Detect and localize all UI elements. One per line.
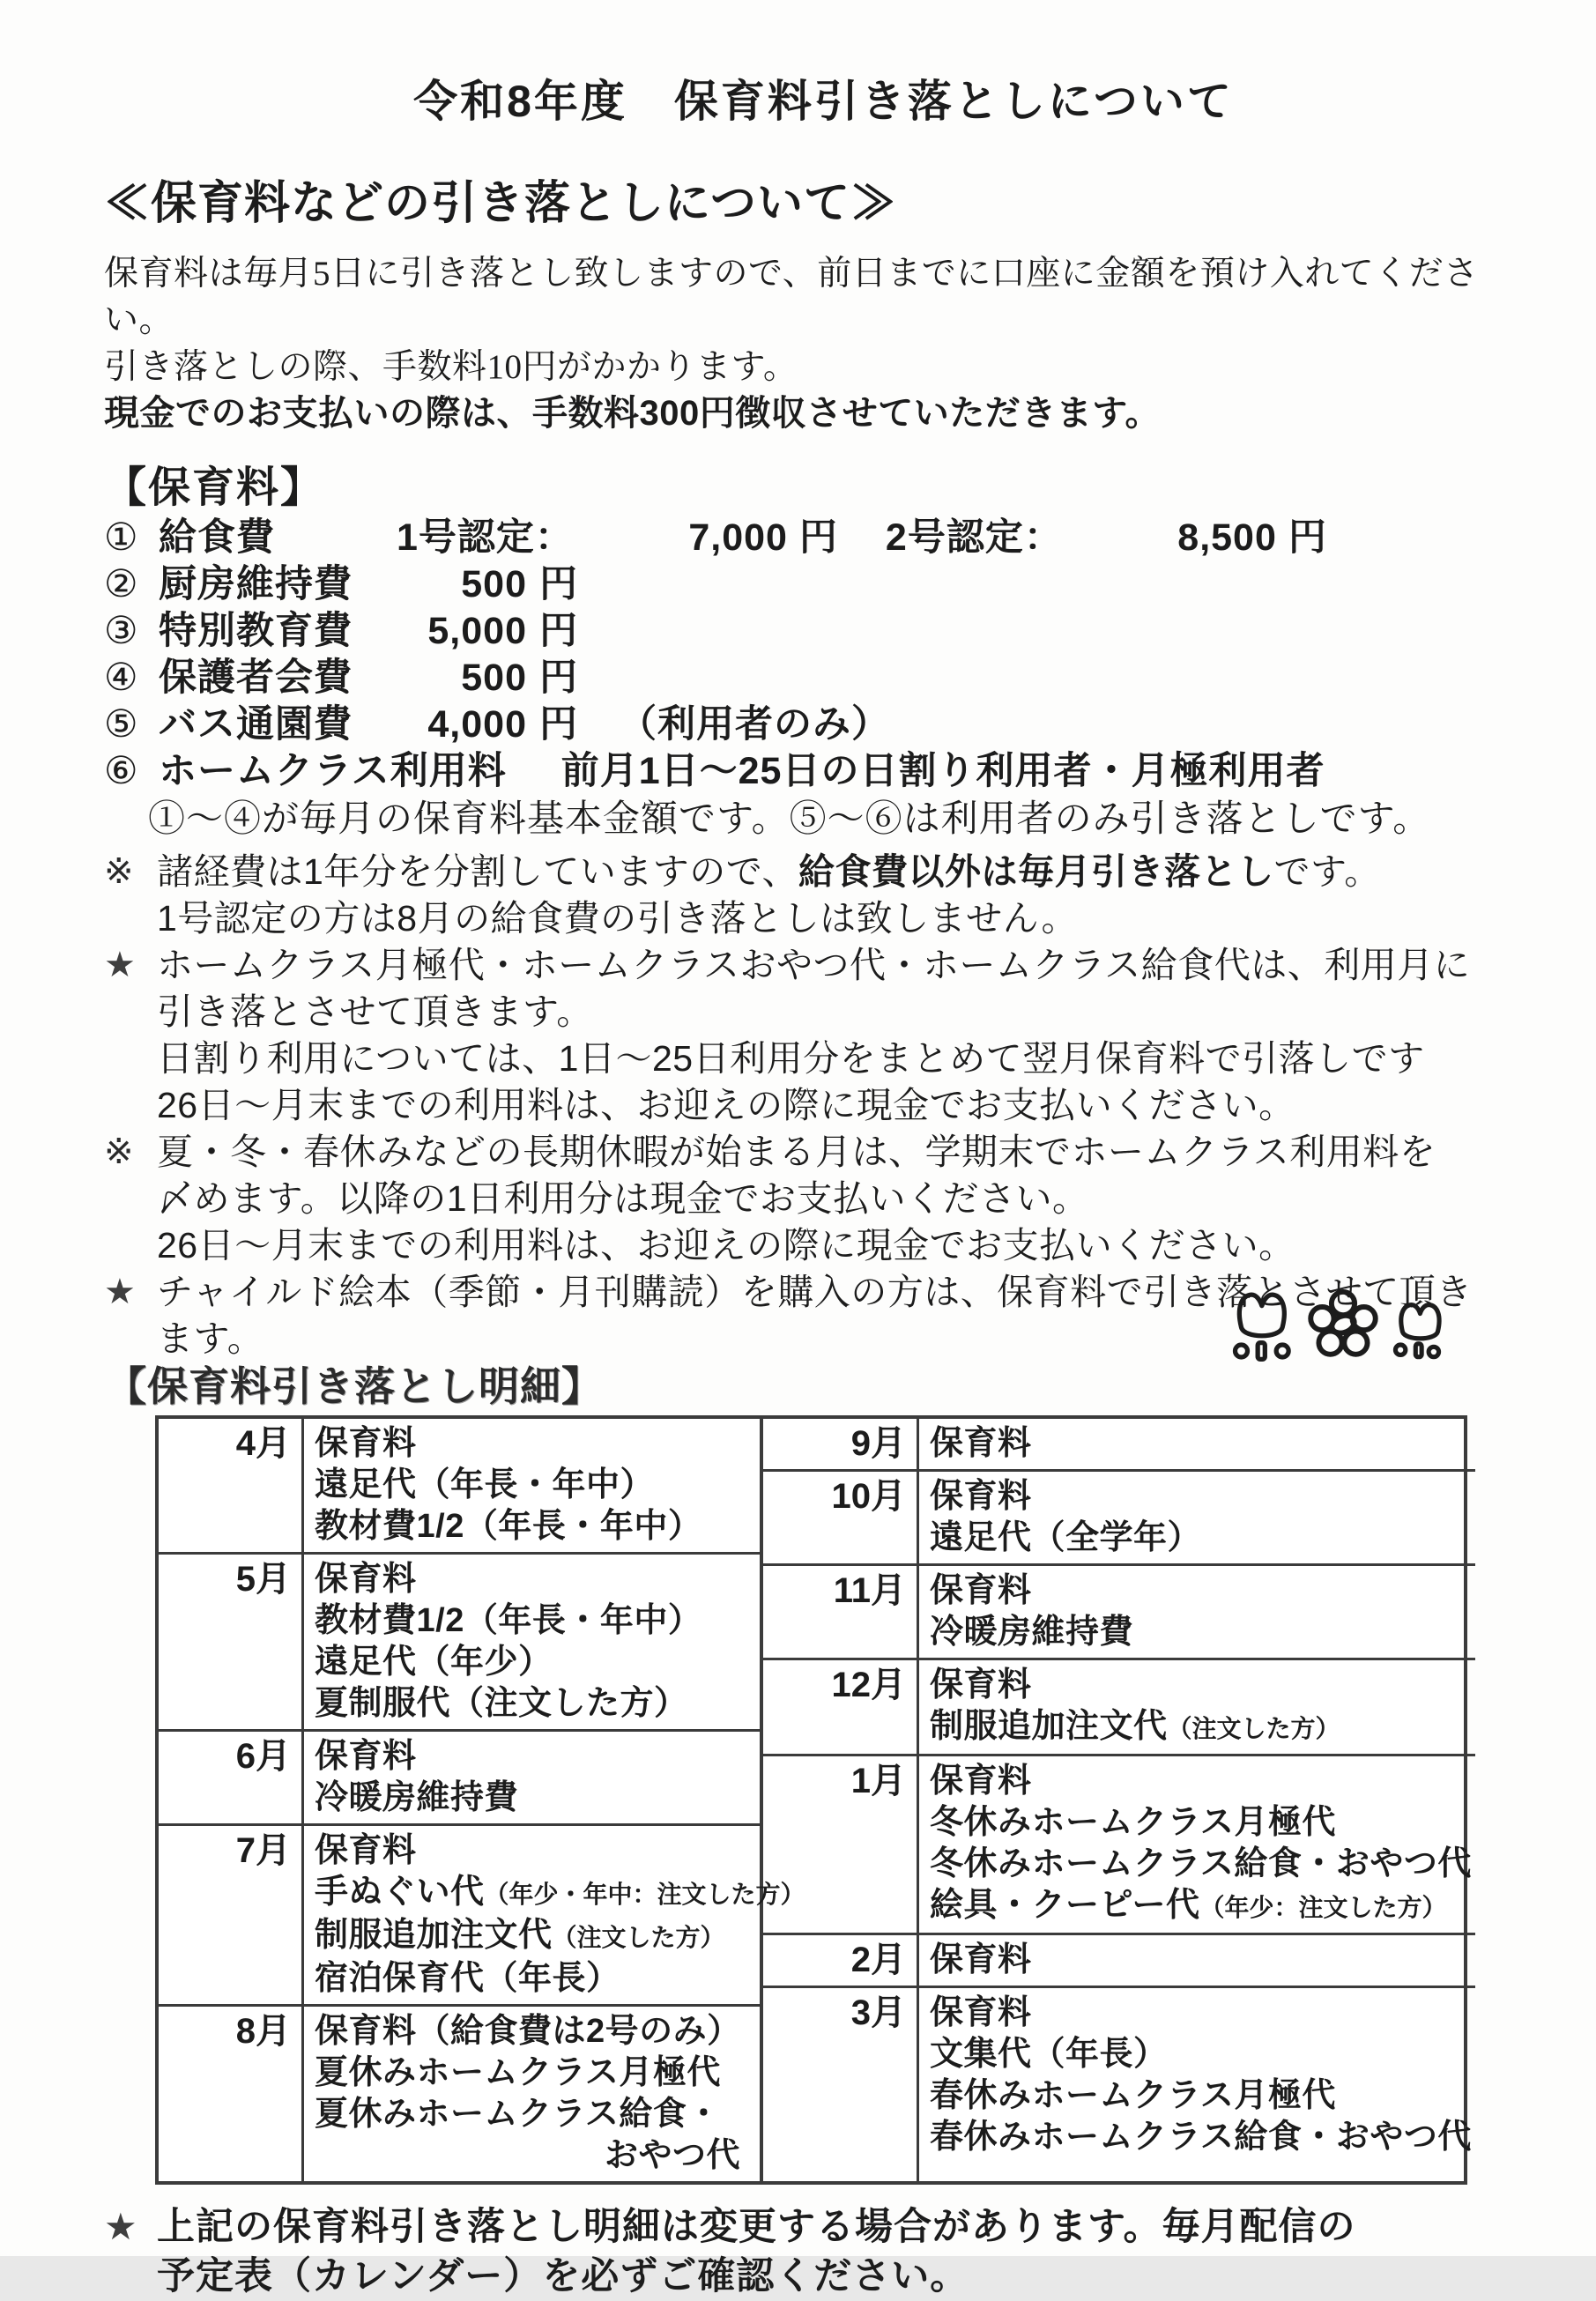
item-line: 遠足代（年少） [315, 1644, 553, 1681]
fee-row [104, 515, 1543, 561]
footer-line: 予定表（カレンダー）を必ずご確認ください。 [157, 2255, 969, 2297]
items-cell [919, 1756, 1475, 1933]
fee-description: 前月1日～25日の日割り利用者・月極利用者 [560, 750, 1325, 792]
item-line: 夏制服代（注文した方） [315, 1685, 688, 1722]
fee-extra-note: （利用者のみ） [619, 703, 890, 746]
item-line: 夏休みホームクラス給食・ [315, 2096, 721, 2133]
flower-icon [1306, 1288, 1380, 1362]
fee-label: 厨房維持費 [159, 563, 353, 605]
fee-amount: 500 [461, 657, 527, 699]
month-cell: 10月 [763, 1472, 919, 1563]
item-line: 冷暖房維持費 [315, 1779, 519, 1816]
note-line: 日割り利用については、1日～25日利用分をまとめて翌月保育料で引落しです [157, 1038, 1425, 1079]
intro-line: 保育料は毎月5日に引き落とし致しますので、前日までに口座に金額を預け入れてください。 [104, 255, 1479, 339]
items-cell [304, 1555, 760, 1729]
table-row [763, 1754, 1475, 1933]
fee-number: ① [104, 516, 139, 559]
item-line: 夏休みホームクラス月極代 [315, 2054, 721, 2091]
item-line: 春休みホームクラス給食・おやつ代 [930, 2119, 1472, 2156]
cert1-label: 1号認定： [397, 516, 574, 559]
item-line: 春休みホームクラス月極代 [930, 2077, 1336, 2114]
fee-number: ② [104, 563, 139, 605]
star-icon: ★ [104, 1273, 136, 1311]
fee-unit: 円 [539, 703, 578, 746]
cert2-label: 2号認定： [885, 516, 1063, 559]
items-cell [919, 1935, 1475, 1986]
table-left-half [159, 1419, 805, 2181]
note-line: 夏・冬・春休みなどの長期休暇が始まる月は、学期末でホームクラス利用料を [157, 1132, 1436, 1172]
fee-label: バス通園費 [159, 703, 353, 746]
month-cell: 9月 [763, 1419, 919, 1469]
month-cell: 4月 [159, 1419, 304, 1552]
item-line: 文集代（年長） [930, 2036, 1168, 2073]
fee-row [104, 655, 1543, 701]
item-line: 保育料 [315, 1832, 417, 1869]
item-line: 保育料 [930, 1763, 1032, 1800]
item-small-note: （注文した方） [1167, 1715, 1340, 1742]
fee-row [104, 561, 1543, 608]
intro-line: 引き落としの際、手数料10円がかかります。 [104, 348, 798, 386]
reference-mark-icon: ※ [104, 1132, 134, 1171]
item-line: 制服追加注文代（注文した方） [315, 1917, 725, 1954]
note-line: 26日～月末までの利用料は、お迎えの際に現金でお支払いください。 [157, 1085, 1295, 1125]
items-cell [919, 1472, 1475, 1563]
items-cell [304, 1826, 809, 2004]
star-icon: ★ [104, 946, 136, 984]
item-line: 保育料 [930, 1478, 1032, 1515]
item-line: 教材費1/2（年長・年中） [315, 1602, 702, 1639]
fee-list [104, 515, 1543, 795]
star-icon: ★ [104, 2206, 137, 2247]
fee-row [104, 748, 1543, 795]
flower-decorations [1232, 1288, 1449, 1362]
item-line: 保育料 [315, 1738, 417, 1775]
note-line: ホームクラス月極代・ホームクラスおやつ代・ホームクラス給食代は、利用月に [157, 945, 1471, 985]
table-row [159, 1552, 760, 1729]
month-cell: 5月 [159, 1555, 304, 1729]
item-small-note: （注文した方） [552, 1924, 725, 1951]
note-lines [157, 942, 1543, 1129]
item-line: 宿泊保育代（年長） [315, 1960, 620, 1997]
item-line: 保育料 [930, 1666, 1032, 1703]
month-cell: 11月 [763, 1566, 919, 1658]
note-line: チャイルド絵本（季節・月刊購読）を購入の方は、保育料で引き落とさせて頂き [157, 1272, 1473, 1312]
detail-heading: 【保育料引き落とし明細】 [106, 1363, 603, 1409]
month-cell: 6月 [159, 1732, 304, 1823]
items-cell [919, 1419, 1475, 1469]
table-row [763, 1563, 1475, 1658]
fee-label: 保護者会費 [159, 657, 353, 699]
footer-note-lines [157, 2202, 1543, 2301]
reference-mark-icon: ※ [104, 852, 134, 891]
footer-note [104, 2202, 1543, 2301]
note-item [104, 1129, 1543, 1269]
table-row [763, 1658, 1475, 1754]
note-line: 1号認定の方は8月の給食費の引き落としは致しません。 [157, 898, 1079, 939]
month-cell: 7月 [159, 1826, 304, 2004]
fee-row [104, 701, 1543, 748]
item-line: 冷暖房維持費 [930, 1614, 1134, 1651]
note-lines [157, 849, 1543, 942]
item-small-note: （年少・年中：注文した方） [484, 1881, 805, 1908]
items-cell [304, 1419, 760, 1552]
table-right-half [763, 1419, 1475, 2181]
note-line: 26日～月末までの利用料は、お迎えの際に現金でお支払いください。 [157, 1225, 1295, 1266]
item-line: 制服追加注文代（注文した方） [930, 1708, 1340, 1745]
deduction-detail-table [155, 1415, 1472, 2185]
fee-row [104, 608, 1543, 655]
items-cell [919, 1660, 1475, 1754]
items-cell [304, 1732, 760, 1823]
note-lines [157, 1129, 1543, 1269]
month-cell: 12月 [763, 1660, 919, 1754]
note-item [104, 942, 1543, 1129]
item-line: 絵具・クーピー代（年少：注文した方） [930, 1887, 1447, 1924]
item-line: 冬休みホームクラス給食・おやつ代 [930, 1845, 1472, 1882]
fee-label: 給食費 [159, 516, 275, 559]
item-line: 保育料 [930, 1572, 1032, 1609]
note-line: 引き落とさせて頂きます。 [157, 991, 593, 1032]
tulip-icon [1232, 1290, 1294, 1362]
intro-paragraph [104, 250, 1543, 437]
item-line: 保育料 [930, 1425, 1032, 1462]
item-line: 手ぬぐい代（年少・年中：注文した方） [315, 1874, 805, 1911]
tulip-small-icon [1392, 1299, 1449, 1362]
items-cell [919, 1566, 1475, 1658]
item-line: 保育料 [315, 1425, 417, 1462]
table-row [159, 1823, 805, 2004]
fee-unit: 円 [539, 610, 578, 652]
footer-line: 上記の保育料引き落とし明細は変更する場合があります。毎月配信の [157, 2206, 1356, 2248]
item-line: 冬休みホームクラス月極代 [930, 1804, 1336, 1841]
note-line: 〆めます。以降の1日利用分は現金でお支払いください。 [157, 1178, 1089, 1219]
fee-unit: 円 [539, 563, 578, 605]
items-cell [919, 1988, 1475, 2181]
note-line: ます。 [157, 1318, 264, 1359]
table-row [159, 1729, 760, 1823]
items-cell [304, 2007, 760, 2181]
fee-number: ⑥ [104, 750, 139, 792]
table-row [763, 1419, 1475, 1469]
month-cell: 8月 [159, 2007, 304, 2181]
note-item [104, 849, 1543, 942]
table-row [763, 1469, 1475, 1563]
fee-amount: 5,000 [427, 610, 527, 652]
table-row [763, 1933, 1475, 1986]
item-line: 教材費1/2（年長・年中） [315, 1508, 702, 1545]
item-small-note: （年少：注文した方） [1199, 1894, 1447, 1921]
fee-amount: 500 [461, 563, 527, 605]
item-line: おやつ代 [604, 2137, 740, 2174]
page-title: 令和8年度 保育料引き落としについて [413, 77, 1234, 126]
note-line: 諸経費は1年分を分割していますので、給食費以外は毎月引き落としです。 [157, 851, 1381, 892]
fee-number: ④ [104, 657, 139, 699]
item-line: 保育料 [930, 1994, 1032, 2031]
section-heading: ≪保育料などの引き落としについて≫ [104, 178, 897, 229]
table-row [763, 1986, 1475, 2181]
item-line: 遠足代（年長・年中） [315, 1466, 655, 1503]
item-line: 保育料 [315, 1561, 417, 1598]
item-line: 遠足代（全学年） [930, 1519, 1202, 1556]
fee-number: ③ [104, 610, 139, 652]
item-line: 保育料（給食費は2号のみ） [315, 2013, 741, 2050]
month-cell: 3月 [763, 1988, 919, 2181]
month-cell: 2月 [763, 1935, 919, 1986]
fee-amount: 4,000 [427, 703, 527, 746]
item-line: 保育料 [930, 1941, 1032, 1978]
table-row [159, 1419, 760, 1552]
table-row [159, 2004, 760, 2181]
fee-basis-note: ①～④が毎月の保育料基本金額です。⑤～⑥は利用者のみ引き落としです。 [148, 798, 1431, 839]
fee-label: 特別教育費 [159, 610, 353, 652]
intro-line-bold: 現金でのお支払いの際は、手数料300円徴収させていただきます。 [104, 394, 1162, 433]
cert2-amount: 8,500 円 [1177, 516, 1327, 559]
notes-list [104, 849, 1543, 1362]
month-cell: 1月 [763, 1756, 919, 1933]
fee-number: ⑤ [104, 703, 139, 746]
fee-label: ホームクラス利用料 [159, 750, 507, 792]
fee-unit: 円 [539, 657, 578, 699]
cert1-amount: 7,000 円 [688, 516, 838, 559]
fees-heading: 【保育料】 [104, 464, 325, 511]
